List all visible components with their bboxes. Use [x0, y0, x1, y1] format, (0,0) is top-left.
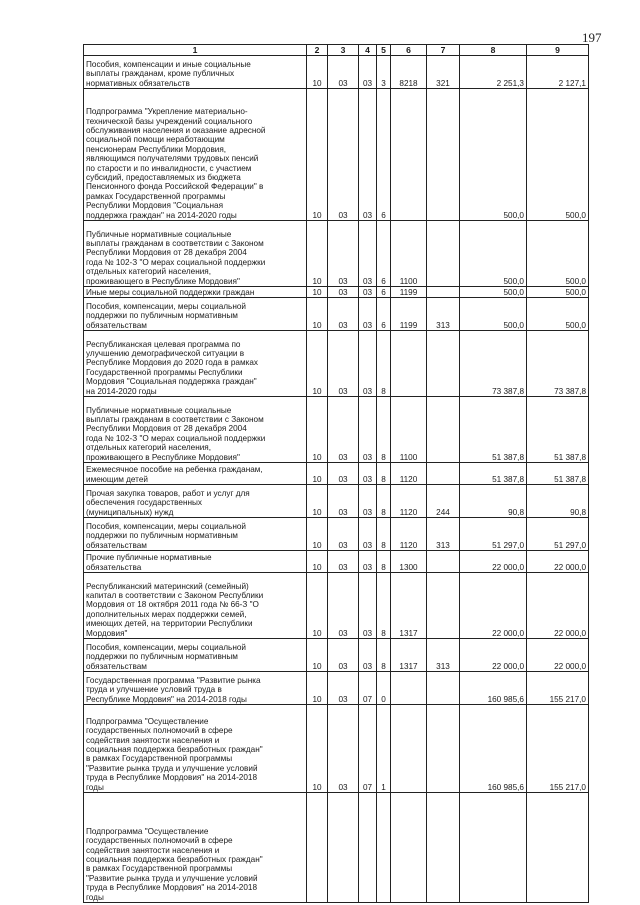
row-name-cell: Пособия, компенсации, меры социальной поддержки по публичным нормативным обязательствам [84, 298, 307, 331]
column-header: 2 [307, 45, 328, 56]
direction-code-cell: 1120 [391, 485, 427, 518]
expense-type-code-cell [427, 551, 460, 573]
expense-type-code-cell [427, 397, 460, 463]
expense-type-code-cell [427, 89, 460, 221]
direction-code-cell: 1300 [391, 551, 427, 573]
subprogram-code-cell: 8 [377, 331, 391, 397]
table-row [84, 672, 589, 705]
amount-col8-cell: 2 251,3 [460, 56, 527, 89]
target-article-code-cell: 03 [359, 397, 377, 463]
amount-col9-cell: 155 217,0 [527, 672, 589, 705]
column-header: 8 [460, 45, 527, 56]
direction-code-cell: 1120 [391, 518, 427, 551]
section-code-cell [307, 793, 328, 903]
section-code-cell: 10 [307, 573, 328, 639]
subprogram-code-cell: 6 [377, 287, 391, 298]
direction-code-cell: 1120 [391, 463, 427, 485]
direction-code-cell [391, 705, 427, 793]
amount-col9-cell: 90,8 [527, 485, 589, 518]
amount-col8-cell: 90,8 [460, 485, 527, 518]
target-article-code-cell: 03 [359, 639, 377, 672]
section-code-cell: 10 [307, 397, 328, 463]
row-name-cell: Пособия, компенсации, меры социальной поддержки по публичным нормативным обязательствам [84, 518, 307, 551]
subsection-code-cell: 03 [328, 221, 359, 287]
table-row [84, 485, 589, 518]
section-code-cell: 10 [307, 56, 328, 89]
target-article-code-cell: 03 [359, 551, 377, 573]
direction-code-cell: 1317 [391, 639, 427, 672]
table-row [84, 298, 589, 331]
table-row [84, 639, 589, 672]
subsection-code-cell: 03 [328, 518, 359, 551]
direction-code-cell [391, 793, 427, 903]
table-row [84, 463, 589, 485]
amount-col8-cell: 22 000,0 [460, 551, 527, 573]
subprogram-code-cell: 8 [377, 463, 391, 485]
section-code-cell: 10 [307, 463, 328, 485]
section-code-cell: 10 [307, 518, 328, 551]
amount-col8-cell: 160 985,6 [460, 672, 527, 705]
section-code-cell: 10 [307, 672, 328, 705]
amount-col8-cell: 500,0 [460, 221, 527, 287]
subprogram-code-cell: 0 [377, 672, 391, 705]
direction-code-cell [391, 331, 427, 397]
row-name-cell: Подпрограмма "Осуществление государственных полномочий в сфере содействия занятости населения и социальная поддержка безработных граждан" в рамках Государственной программы "Развитие рынка труда и улучшение условий труда в Республике Мордовия" на 2014-2018 годы [84, 705, 307, 793]
target-article-code-cell: 03 [359, 298, 377, 331]
amount-col8-cell: 73 387,8 [460, 331, 527, 397]
section-code-cell: 10 [307, 221, 328, 287]
subsection-code-cell: 03 [328, 705, 359, 793]
table-row [84, 518, 589, 551]
subsection-code-cell: 03 [328, 397, 359, 463]
section-code-cell: 10 [307, 287, 328, 298]
table-row [84, 331, 589, 397]
section-code-cell: 10 [307, 551, 328, 573]
section-code-cell: 10 [307, 485, 328, 518]
expense-type-code-cell [427, 705, 460, 793]
header-row [84, 45, 589, 56]
amount-col9-cell: 155 217,0 [527, 705, 589, 793]
expense-type-code-cell [427, 331, 460, 397]
expense-type-code-cell [427, 793, 460, 903]
amount-col8-cell: 22 000,0 [460, 573, 527, 639]
row-name-cell: Прочая закупка товаров, работ и услуг для обеспечения государственных (муниципальных) нужд [84, 485, 307, 518]
direction-code-cell: 1199 [391, 287, 427, 298]
section-code-cell: 10 [307, 331, 328, 397]
expense-type-code-cell [427, 672, 460, 705]
subsection-code-cell: 03 [328, 672, 359, 705]
subsection-code-cell [328, 793, 359, 903]
amount-col8-cell: 500,0 [460, 298, 527, 331]
subprogram-code-cell: 8 [377, 551, 391, 573]
row-name-cell: Ежемесячное пособие на ребенка гражданам, имеющим детей [84, 463, 307, 485]
direction-code-cell: 1100 [391, 221, 427, 287]
table-body [84, 56, 589, 903]
row-name-cell: Республиканский материнский (семейный) капитал в соответствии с Законом Республики Мордовия от 18 октября 2011 года № 66-З "О дополнительных мерах поддержки семей, имеющих детей, на территории Республики Мордовия" [84, 573, 307, 639]
expense-type-code-cell [427, 463, 460, 485]
table-row [84, 705, 589, 793]
table-row [84, 551, 589, 573]
row-name-cell: Публичные нормативные социальные выплаты гражданам в соответствии с Законом Республики Мордовия от 28 декабря 2004 года № 102-З "О мерах социальной поддержки отдельных категорий населения, проживающего в Республике Мордовия" [84, 221, 307, 287]
section-code-cell: 10 [307, 639, 328, 672]
target-article-code-cell: 03 [359, 331, 377, 397]
amount-col9-cell: 51 387,8 [527, 463, 589, 485]
amount-col9-cell [527, 793, 589, 903]
direction-code-cell [391, 672, 427, 705]
section-code-cell: 10 [307, 298, 328, 331]
table-row [84, 89, 589, 221]
table-row [84, 287, 589, 298]
subprogram-code-cell: 8 [377, 397, 391, 463]
target-article-code-cell: 03 [359, 56, 377, 89]
subsection-code-cell: 03 [328, 89, 359, 221]
amount-col8-cell: 500,0 [460, 89, 527, 221]
expense-type-code-cell: 313 [427, 298, 460, 331]
expense-type-code-cell: 321 [427, 56, 460, 89]
amount-col9-cell: 22 000,0 [527, 573, 589, 639]
section-code-cell: 10 [307, 89, 328, 221]
amount-col8-cell: 22 000,0 [460, 639, 527, 672]
expense-type-code-cell: 313 [427, 639, 460, 672]
row-name-cell: Республиканская целевая программа по улучшению демографической ситуации в Республике Мордовия до 2020 года в рамках Государственной программы Республики Мордовия "Социальная поддержка граждан" на 2014-2020 годы [84, 331, 307, 397]
subprogram-code-cell: 6 [377, 298, 391, 331]
row-name-cell: Подпрограмма "Укрепление материально- технической базы учреждений социального обслуживания населения и оказание адресной социальной помощи неработающим пенсионерам Республики Мордовия, являющимся получателями трудовых пенсий по старости и по инвалидности, с участием субсидий, предоставляемых из бюджета Пенсионного фонда Российской Федерации" в рамках Государственной программы Республики Мордовия "Социальная поддержка граждан" на 2014-2020 годы [84, 89, 307, 221]
row-name-cell: Пособия, компенсации, меры социальной поддержки по публичным нормативным обязательствам [84, 639, 307, 672]
page-number: 197 [582, 30, 602, 45]
subprogram-code-cell: 6 [377, 221, 391, 287]
subsection-code-cell: 03 [328, 331, 359, 397]
subsection-code-cell: 03 [328, 485, 359, 518]
amount-col8-cell [460, 793, 527, 903]
amount-col9-cell: 51 297,0 [527, 518, 589, 551]
direction-code-cell [391, 89, 427, 221]
column-header: 7 [427, 45, 460, 56]
table-row [84, 397, 589, 463]
row-name-cell: Прочие публичные нормативные обязательства [84, 551, 307, 573]
table-row [84, 221, 589, 287]
target-article-code-cell: 03 [359, 573, 377, 639]
target-article-code-cell: 03 [359, 287, 377, 298]
amount-col9-cell: 500,0 [527, 221, 589, 287]
direction-code-cell: 1199 [391, 298, 427, 331]
column-header: 9 [527, 45, 589, 56]
target-article-code-cell [359, 793, 377, 903]
column-header: 5 [377, 45, 391, 56]
budget-table [83, 44, 589, 903]
subprogram-code-cell: 8 [377, 639, 391, 672]
target-article-code-cell: 07 [359, 705, 377, 793]
amount-col8-cell: 51 387,8 [460, 397, 527, 463]
subsection-code-cell: 03 [328, 639, 359, 672]
column-header: 6 [391, 45, 427, 56]
amount-col9-cell: 500,0 [527, 287, 589, 298]
subprogram-code-cell: 8 [377, 573, 391, 639]
direction-code-cell: 8218 [391, 56, 427, 89]
expense-type-code-cell [427, 221, 460, 287]
subsection-code-cell: 03 [328, 573, 359, 639]
row-name-cell: Публичные нормативные социальные выплаты гражданам в соответствии с Законом Республики Мордовия от 28 декабря 2004 года № 102-З "О мерах социальной поддержки отдельных категорий населения, проживающего в Республике Мордовия" [84, 397, 307, 463]
amount-col8-cell: 160 985,6 [460, 705, 527, 793]
expense-type-code-cell [427, 287, 460, 298]
target-article-code-cell: 03 [359, 221, 377, 287]
amount-col8-cell: 51 297,0 [460, 518, 527, 551]
table-row [84, 56, 589, 89]
subsection-code-cell: 03 [328, 298, 359, 331]
direction-code-cell: 1317 [391, 573, 427, 639]
direction-code-cell: 1100 [391, 397, 427, 463]
target-article-code-cell: 07 [359, 672, 377, 705]
subsection-code-cell: 03 [328, 463, 359, 485]
row-name-cell: Государственная программа "Развитие рынка труда и улучшение условий труда в Республике Мордовия" на 2014-2018 годы [84, 672, 307, 705]
subprogram-code-cell [377, 793, 391, 903]
target-article-code-cell: 03 [359, 463, 377, 485]
subsection-code-cell: 03 [328, 56, 359, 89]
subprogram-code-cell: 8 [377, 518, 391, 551]
subprogram-code-cell: 1 [377, 705, 391, 793]
amount-col9-cell: 73 387,8 [527, 331, 589, 397]
subsection-code-cell: 03 [328, 551, 359, 573]
expense-type-code-cell: 244 [427, 485, 460, 518]
column-header: 4 [359, 45, 377, 56]
amount-col9-cell: 22 000,0 [527, 639, 589, 672]
row-name-cell: Пособия, компенсации и иные социальные выплаты гражданам, кроме публичных нормативных обязательств [84, 56, 307, 89]
amount-col9-cell: 500,0 [527, 298, 589, 331]
amount-col8-cell: 51 387,8 [460, 463, 527, 485]
section-code-cell: 10 [307, 705, 328, 793]
target-article-code-cell: 03 [359, 518, 377, 551]
row-name-cell: Подпрограмма "Осуществление государственных полномочий в сфере содействия занятости населения и социальная поддержка безработных граждан" в рамках Государственной программы "Развитие рынка труда и улучшение условий труда в Республике Мордовия" на 2014-2018 годы [84, 793, 307, 903]
amount-col9-cell: 500,0 [527, 89, 589, 221]
row-name-cell: Иные меры социальной поддержки граждан [84, 287, 307, 298]
amount-col9-cell: 51 387,8 [527, 397, 589, 463]
subprogram-code-cell: 6 [377, 89, 391, 221]
table-row [84, 793, 589, 903]
amount-col9-cell: 22 000,0 [527, 551, 589, 573]
expense-type-code-cell: 313 [427, 518, 460, 551]
subprogram-code-cell: 3 [377, 56, 391, 89]
subsection-code-cell: 03 [328, 287, 359, 298]
amount-col8-cell: 500,0 [460, 287, 527, 298]
table-row [84, 573, 589, 639]
expense-type-code-cell [427, 573, 460, 639]
column-header: 1 [84, 45, 307, 56]
subprogram-code-cell: 8 [377, 485, 391, 518]
column-header: 3 [328, 45, 359, 56]
target-article-code-cell: 03 [359, 89, 377, 221]
target-article-code-cell: 03 [359, 485, 377, 518]
amount-col9-cell: 2 127,1 [527, 56, 589, 89]
